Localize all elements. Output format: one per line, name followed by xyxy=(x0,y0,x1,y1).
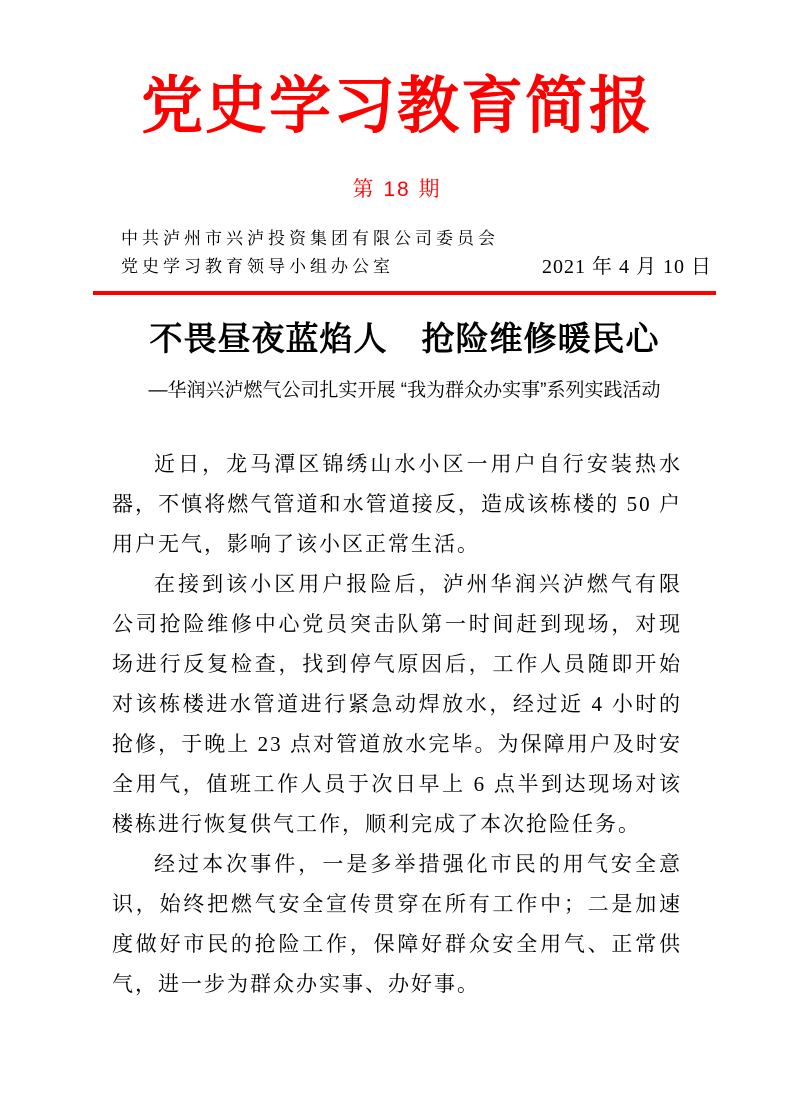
header-divider-rule xyxy=(93,291,716,295)
issue-date: 2021 年 4 月 10 日 xyxy=(542,256,712,279)
body-paragraph: 经过本次事件，一是多举措强化市民的用气安全意识，始终把燃气安全宣传贯穿在所有工作中；二是加速度做好市民的抢险工作，保障好群众安全用气、正常供气，进一步为群众办实事、办好事。 xyxy=(112,851,682,996)
issuing-org-block xyxy=(93,225,499,281)
article-subtitle: —华润兴泸燃气公司扎实开展 “我为群众办实事”系列实践活动 xyxy=(148,379,661,401)
issuing-org-line-2: 党史学习教育领导小组办公室 xyxy=(121,257,394,277)
issue-number: 第 18 期 xyxy=(352,178,442,202)
masthead-title: 党史学习教育简报 xyxy=(140,73,653,141)
document-header xyxy=(93,225,716,281)
body-paragraph: 近日，龙马潭区锦绣山水小区一用户自行安装热水器，不慎将燃气管道和水管道接反，造成该栋楼的 50 户用户无气，影响了该小区正常生活。 xyxy=(112,451,682,556)
body-paragraph: 在接到该小区用户报险后，泸州华润兴泸燃气有限公司抢险维修中心党员突击队第一时间赶到现场，对现场进行反复检查，找到停气原因后，工作人员随即开始对该栋楼进水管道进行紧急动焊放水，经过近 4 小时的抢修，于晚上 23 点对管道放水完毕。为保障用户及时安全用气，值班工作人员于次日早上 6 点半到达现场对该楼栋进行恢复供气工作，顺利完成了本次抢险任务。 xyxy=(112,571,682,836)
article-title: 不畏昼夜蓝焰人 抢险维修暖民心 xyxy=(149,322,660,359)
issuing-org-line-1: 中共泸州市兴泸投资集团有限公司委员会 xyxy=(121,229,499,249)
article-body xyxy=(112,444,682,1004)
